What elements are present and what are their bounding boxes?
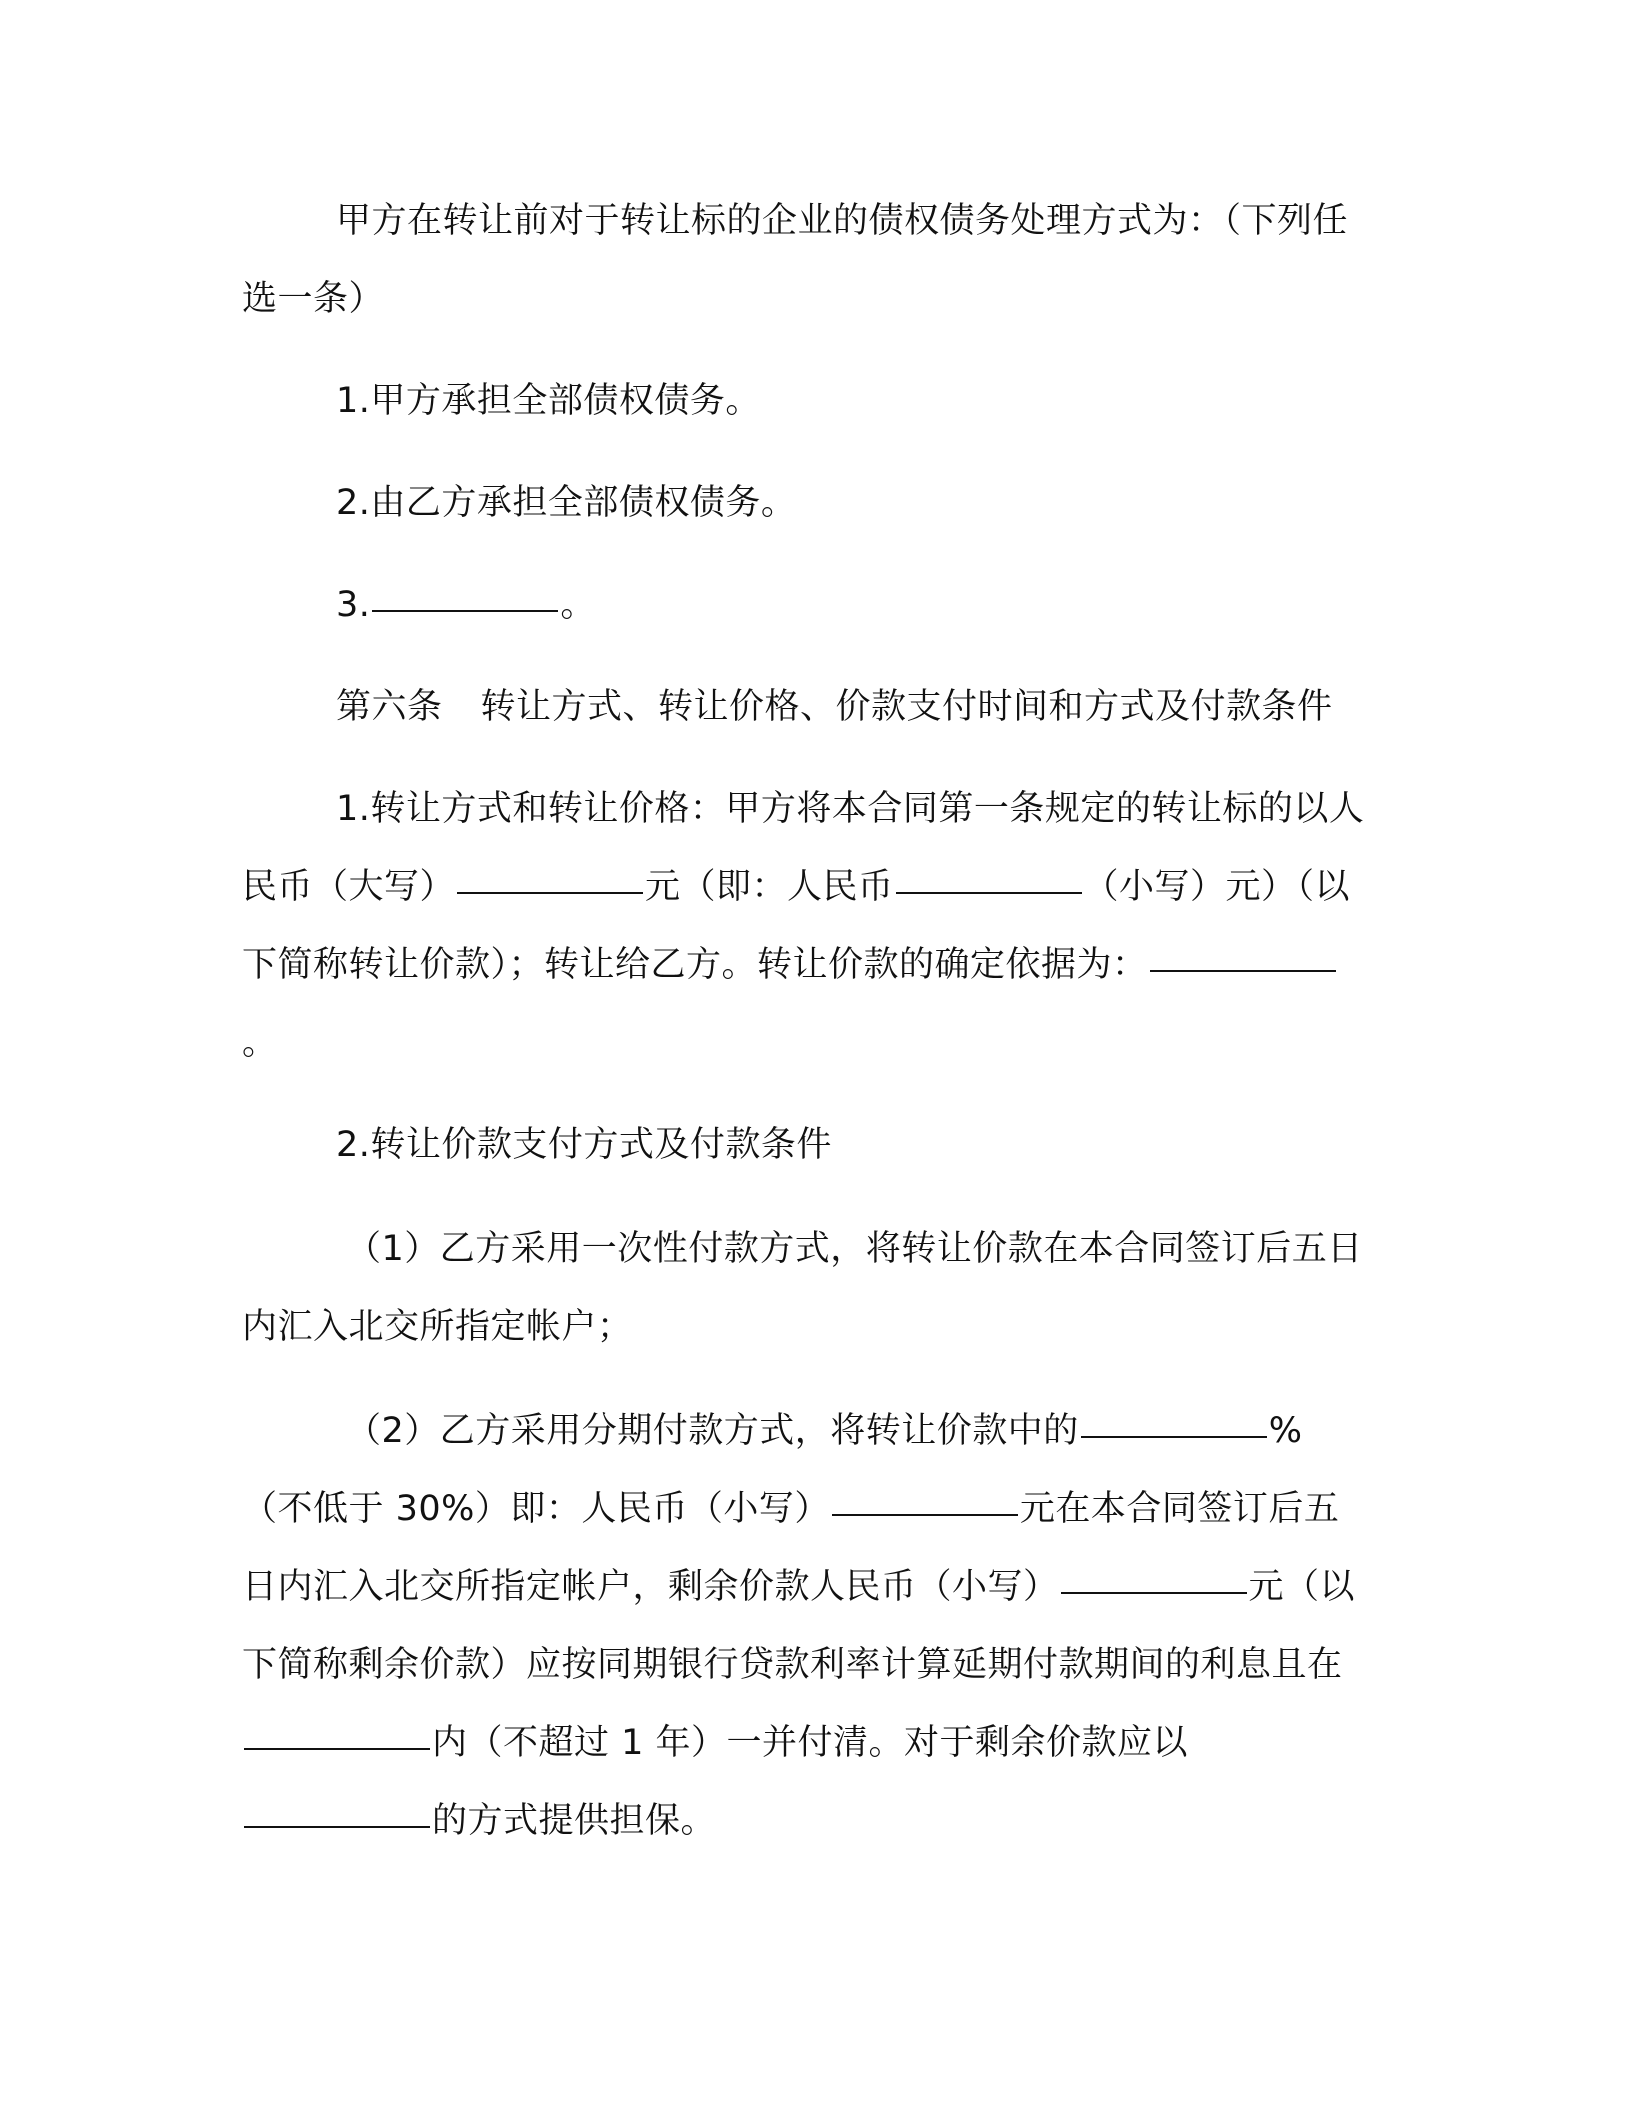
payment-method-heading (242, 1106, 1372, 1184)
option-1 (242, 362, 1372, 440)
installment-text-b: %（不低于 30%）即：人民币（小写） (242, 1411, 1303, 1529)
installment-text-e: 内（不超过 1 年）一并付清。对于剩余价款应以 (432, 1723, 1189, 1763)
option-3 (242, 566, 1372, 644)
installment-option (242, 1392, 1372, 1860)
option-2 (242, 464, 1372, 542)
blank-line (896, 892, 1082, 894)
blank-line (1081, 1436, 1267, 1438)
article-6-heading (242, 668, 1372, 746)
transfer-price-text-a: 1.转让方式和转让价格：甲方将本合同第一条规定的转让标的以人民币（大写） (242, 789, 1365, 907)
option-1-text: 1.甲方承担全部债权债务。 (336, 381, 761, 421)
debt-handling-paragraph (242, 182, 1372, 338)
installment-text-f: 的方式提供担保。 (432, 1801, 717, 1841)
installment-text-a: （2）乙方采用分期付款方式，将转让价款中的 (346, 1411, 1079, 1451)
blank-line (832, 1514, 1018, 1516)
lump-sum-text: （1）乙方采用一次性付款方式，将转让价款在本合同签订后五日内汇入北交所指定帐户； (242, 1229, 1363, 1347)
lump-sum-option (242, 1210, 1372, 1366)
blank-line (1061, 1592, 1247, 1594)
option-3-suffix: 。 (560, 585, 596, 625)
blank-line (1150, 970, 1336, 972)
article-6-title: 转让方式、转让价格、价款支付时间和方式及付款条件 (480, 687, 1333, 727)
article-6-number: 第六条 (336, 687, 443, 727)
transfer-price-text-b: 元（即：人民币 (645, 867, 894, 907)
transfer-price-text-d: 。 (242, 1023, 278, 1063)
installment-text-c: 元在本合同签订后五日内汇入北交所指定帐户，剩余价款人民币（小写） (242, 1489, 1340, 1607)
option-2-text: 2.由乙方承担全部债权债务。 (336, 483, 797, 523)
option-3-prefix: 3. (336, 585, 371, 625)
transfer-price-text-c: （小写）元）（以下简称转让价款）；转让给乙方。转让价款的确定依据为： (242, 867, 1351, 985)
payment-method-title: 2.转让价款支付方式及付款条件 (336, 1125, 832, 1165)
document-body (242, 182, 1372, 1860)
blank-line (457, 892, 643, 894)
blank-line (372, 610, 558, 612)
blank-line (244, 1748, 430, 1750)
blank-line (244, 1826, 430, 1828)
transfer-price-paragraph (242, 770, 1372, 1082)
debt-handling-text: 甲方在转让前对于转让标的企业的债权债务处理方式为：（下列任选一条） (242, 201, 1349, 319)
installment-text-d: 元（以下简称剩余价款）应按同期银行贷款利率计算延期付款期间的利息且在 (242, 1567, 1356, 1685)
